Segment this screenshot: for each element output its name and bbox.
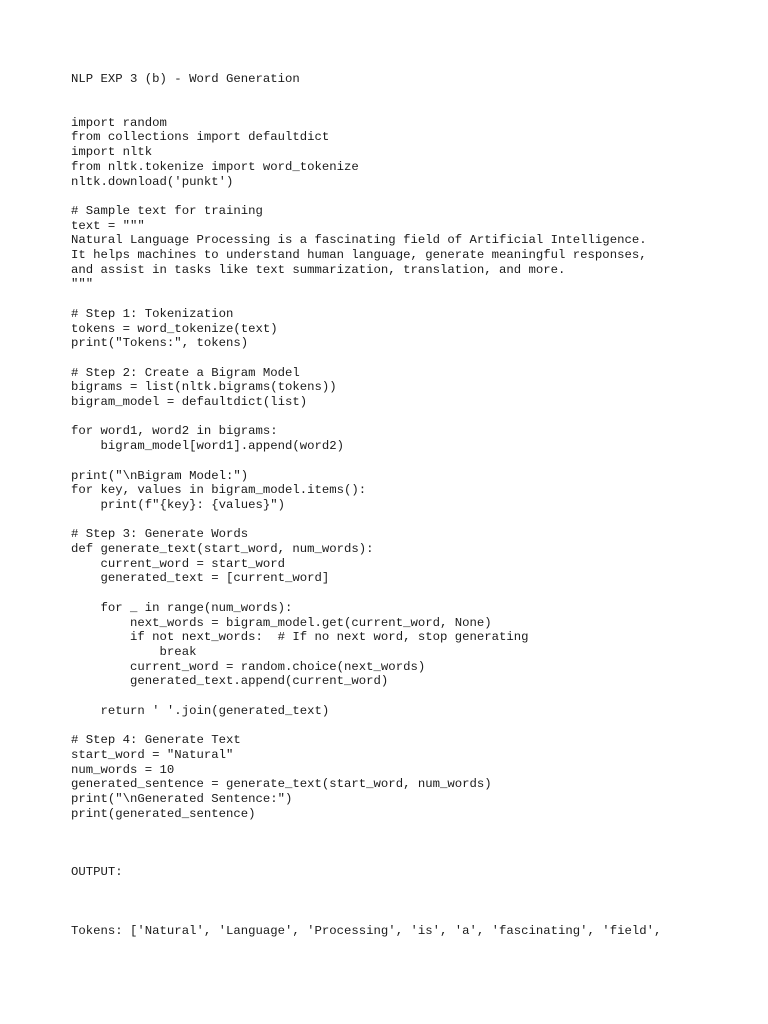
code-line: # Step 1: Tokenization [71, 306, 234, 321]
code-line: bigrams = list(nltk.bigrams(tokens)) [71, 380, 337, 395]
output-block [71, 924, 751, 939]
code-line: for key, values in bigram_model.items(): [71, 483, 367, 498]
output-label: OUTPUT: [71, 865, 123, 880]
document-title: NLP EXP 3 (b) - Word Generation [71, 72, 300, 86]
code-line: generated_text.append(current_word) [71, 674, 389, 689]
code-line [71, 718, 751, 733]
code-line: # Step 2: Create a Bigram Model [71, 365, 300, 380]
code-line: # Step 4: Generate Text [71, 733, 241, 748]
code-line: for _ in range(num_words): [71, 600, 293, 615]
code-line: break [71, 644, 197, 659]
code-line: nltk.download('punkt') [71, 174, 234, 189]
code-line: from nltk.tokenize import word_tokenize [71, 159, 359, 174]
code-block [71, 116, 751, 822]
code-line: # Sample text for training [71, 203, 263, 218]
code-line [71, 410, 751, 425]
code-line: print("\nGenerated Sentence:") [71, 791, 293, 806]
code-line: next_words = bigram_model.get(current_word, None) [71, 615, 492, 630]
code-line [71, 292, 751, 307]
code-line: # Step 3: Generate Words [71, 527, 249, 542]
code-line: return ' '.join(generated_text) [71, 703, 330, 718]
code-line: bigram_model = defaultdict(list) [71, 395, 308, 410]
code-line: print("\nBigram Model:") [71, 468, 249, 483]
code-line: start_word = "Natural" [71, 747, 234, 762]
code-line [71, 513, 751, 528]
code-line: generated_text = [current_word] [71, 571, 330, 586]
spacer [71, 880, 751, 924]
code-line [71, 689, 751, 704]
code-line: generated_sentence = generate_text(start_word, num_words) [71, 777, 492, 792]
output-line: Tokens: ['Natural', 'Language', 'Processing', 'is', 'a', 'fascinating', 'field', [71, 924, 662, 939]
code-line: current_word = random.choice(next_words) [71, 659, 426, 674]
code-line: for word1, word2 in bigrams: [71, 424, 278, 439]
code-line [71, 351, 751, 366]
document-page [71, 72, 751, 939]
code-line: """ [71, 277, 94, 292]
code-line: print(f"{key}: {values}") [71, 497, 286, 512]
code-line [71, 454, 751, 469]
code-line: import random [71, 115, 167, 130]
code-line: print("Tokens:", tokens) [71, 336, 249, 351]
code-line: print(generated_sentence) [71, 806, 256, 821]
code-line: and assist in tasks like text summarization, translation, and more. [71, 262, 566, 277]
code-line [71, 189, 751, 204]
code-line: def generate_text(start_word, num_words): [71, 542, 374, 556]
code-line: import nltk [71, 145, 153, 160]
code-line: current_word = start_word [71, 556, 286, 571]
code-line: text = """ [71, 218, 145, 233]
code-line: Natural Language Processing is a fascinating field of Artificial Intelligence. [71, 233, 647, 248]
code-line: tokens = word_tokenize(text) [71, 321, 278, 336]
code-line: from collections import defaultdict [71, 130, 330, 145]
code-line: num_words = 10 [71, 762, 175, 777]
spacer [71, 821, 751, 865]
code-line: if not next_words: # If no next word, stop generating [71, 630, 529, 645]
code-line [71, 586, 751, 601]
code-line: It helps machines to understand human language, generate meaningful responses, [71, 248, 647, 263]
code-line: bigram_model[word1].append(word2) [71, 439, 345, 454]
